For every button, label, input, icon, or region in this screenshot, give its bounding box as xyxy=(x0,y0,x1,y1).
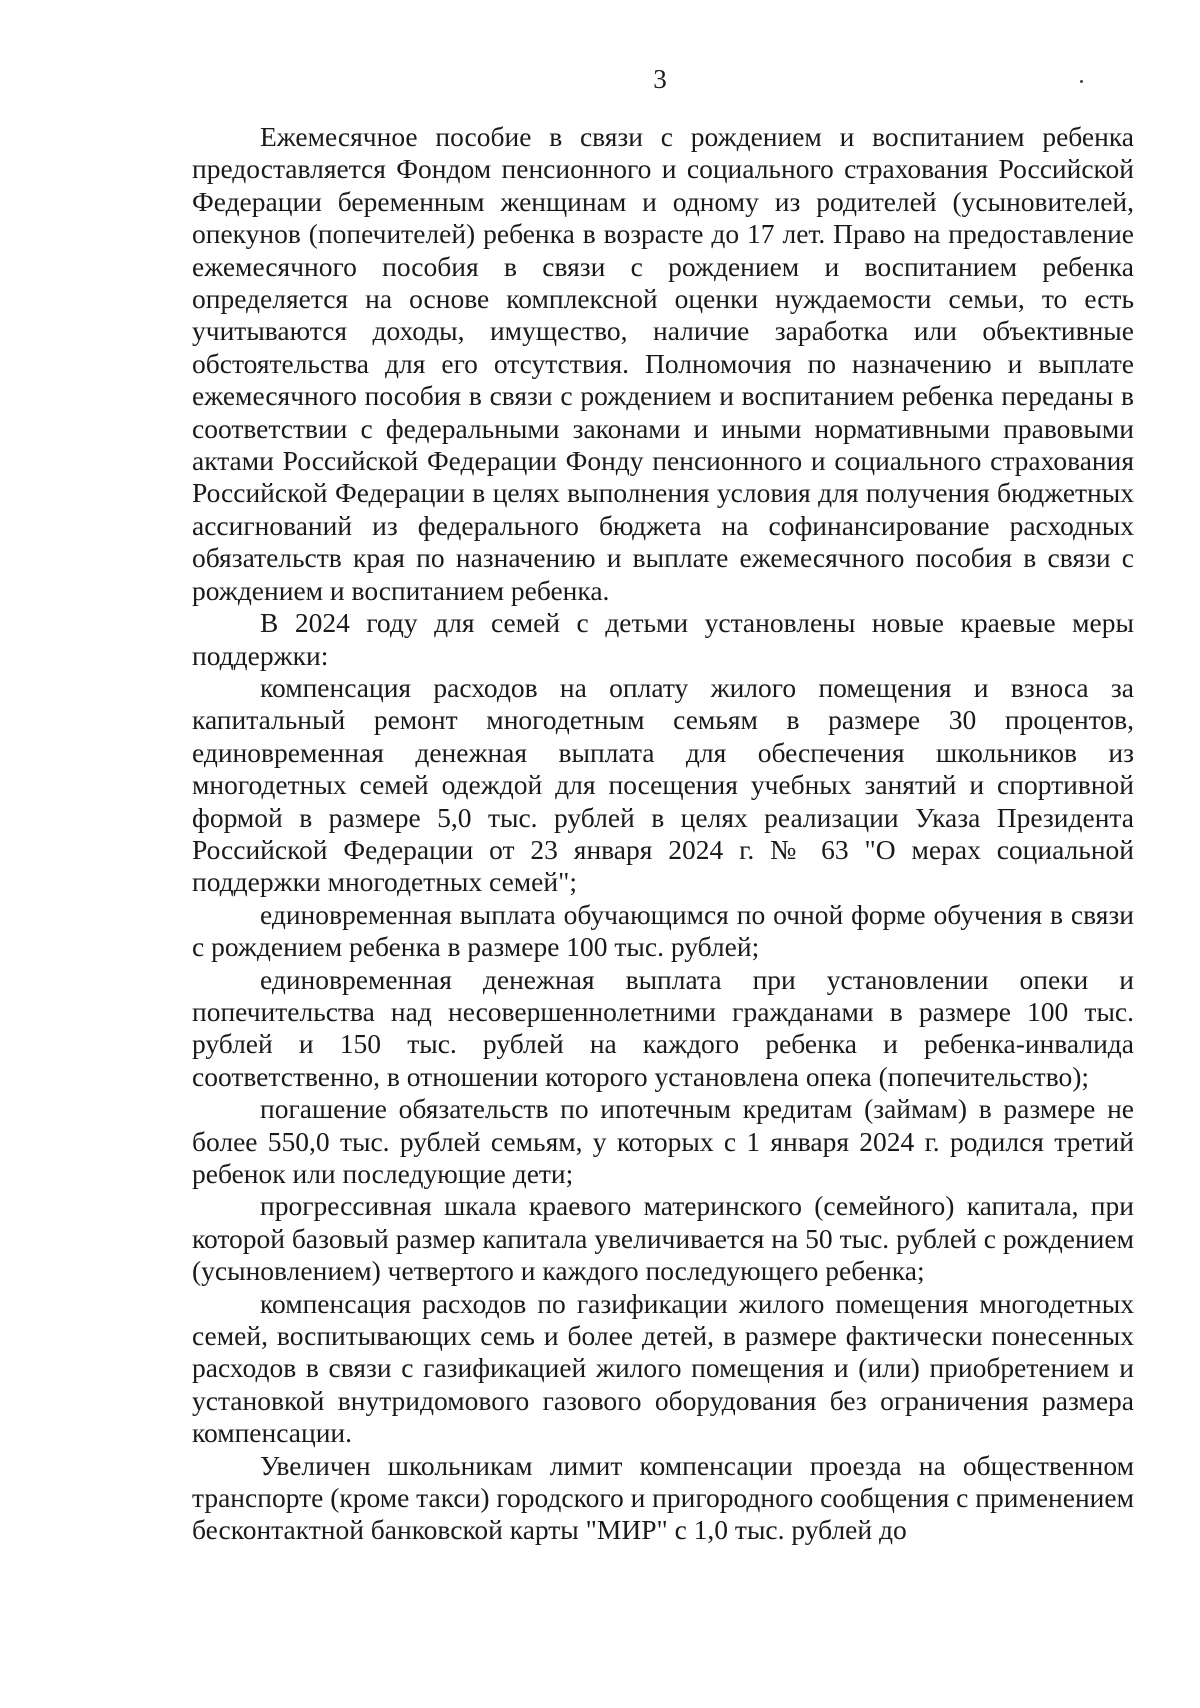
list-item-guardianship-payment: единовременная денежная выплата при установлении опеки и попечительства над несовершеннолетними гражданами в размере 100 тыс. рублей и 150 тыс. рублей на каждого ребенка и ребенка-инвалида соответственно, в отношении которого установлена опека (попечительство); xyxy=(192,963,1134,1092)
paragraph-new-support-measures-intro: В 2024 году для семей с детьми установлены новые краевые меры поддержки: xyxy=(192,607,1134,671)
list-item-student-birth-payment: единовременная выплата обучающимся по очной форме обучения в связи с рождением ребенка в размере 100 тыс. рублей; xyxy=(192,898,1134,963)
paragraph-monthly-allowance: Ежемесячное пособие в связи с рождением и воспитанием ребенка предоставляется Фондом пенсионного и социального страхования Российской Федерации беременным женщинам и одному из родителей (усыновителей, опекунов (попечителей) ребенка в возрасте до 17 лет. Право на предоставление ежемесячного пособия в связи с рождением и воспитанием ребенка определяется на основе комплексной оценки нуждаемости семьи, то есть учитываются доходы, имущество, наличие заработка или объективные обстоятельства для его отсутствия. Полномочия по назначению и выплате ежемесячного пособия в связи с рождением и воспитанием ребенка переданы в соответствии с федеральными законами и иными нормативными правовыми актами Российской Федерации Фонду пенсионного и социального страхования Российской Федерации в целях выполнения условия для получения бюджетных ассигнований из федерального бюджета на софинансирование расходных обязательств края по назначению и выплате ежемесячного пособия в связи с рождением и воспитанием ребенка. xyxy=(192,121,1134,606)
page-number: 3 xyxy=(653,64,667,94)
list-item-housing-compensation: компенсация расходов на оплату жилого помещения и взноса за капитальный ремонт многодетным семьям в размере 30 процентов, единовременная денежная выплата для обеспечения школьников из многодетных семей одеждой для посещения учебных занятий и спортивной формой в размере 5,0 тыс. рублей в целях реализации Указа Президента Российской Федерации от 23 января 2024 г. № 63 "О мерах социальной поддержки многодетных семей"; xyxy=(192,671,1134,898)
scan-dot-mark xyxy=(1080,80,1083,83)
paragraph-transport-compensation: Увеличен школьникам лимит компенсации проезда на общественном транспорте (кроме такси) городского и пригородного сообщения с применением бесконтактной банковской карты "МИР" с 1,0 тыс. рублей до xyxy=(192,1449,1134,1546)
list-item-mortgage-repayment: погашение обязательств по ипотечным кредитам (займам) в размере не более 550,0 тыс. рублей семьям, у которых с 1 января 2024 г. родился третий ребенок или последующие дети; xyxy=(192,1093,1134,1189)
list-item-maternity-capital-scale: прогрессивная шкала краевого материнского (семейного) капитала, при которой базовый размер капитала увеличивается на 50 тыс. рублей с рождением (усыновлением) четвертого и каждого последующего ребенка; xyxy=(192,1190,1134,1287)
list-item-gasification-compensation: компенсация расходов по газификации жилого помещения многодетных семей, воспитывающих семь и более детей, в размере фактически понесенных расходов в связи с газификацией жилого помещения и (или) приобретением и установкой внутридомового газового оборудования без ограничения размера компенсации. xyxy=(192,1287,1134,1449)
document-body xyxy=(192,121,1134,1547)
